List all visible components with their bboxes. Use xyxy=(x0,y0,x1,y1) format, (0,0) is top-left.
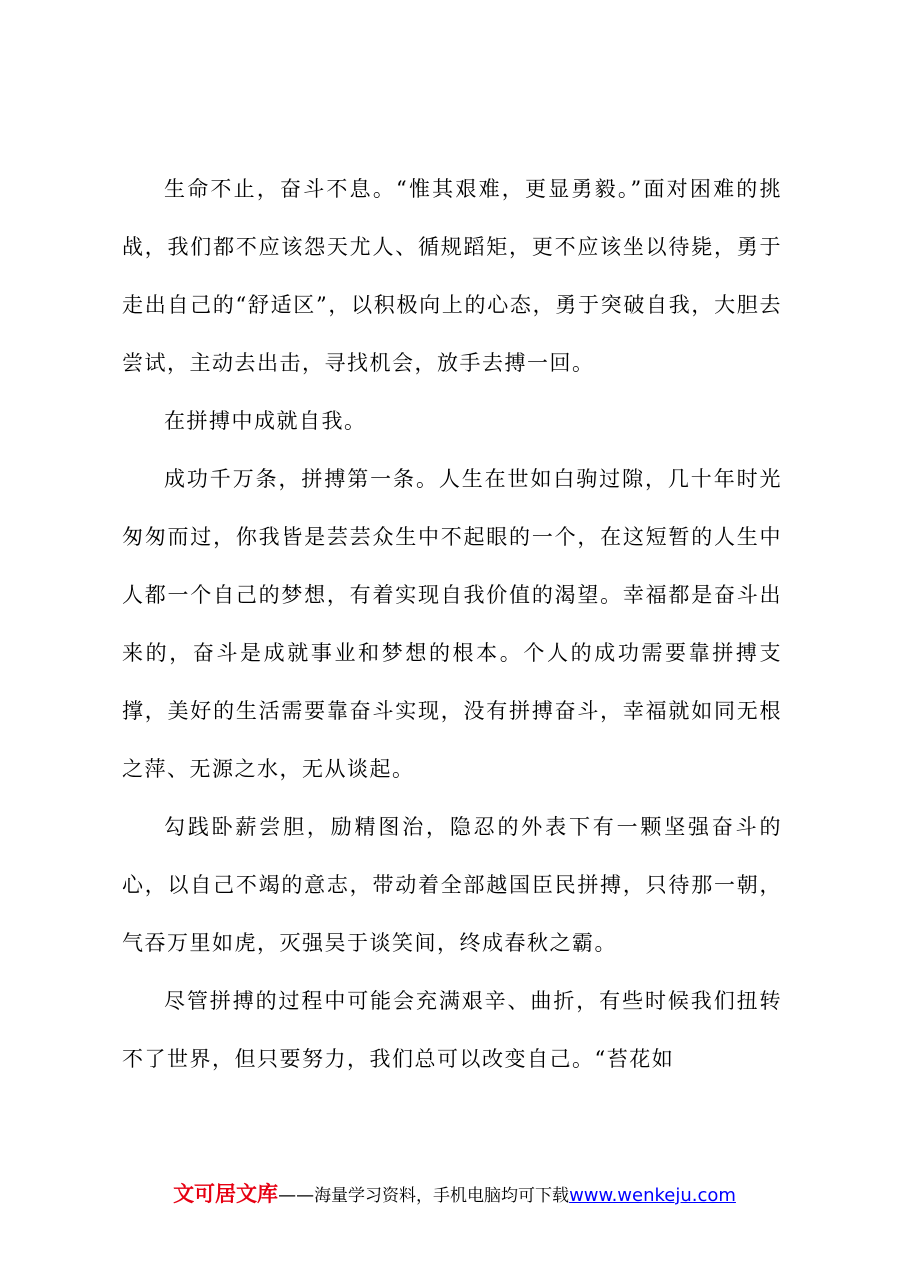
footer-banner xyxy=(0,1178,909,1208)
paragraph-1: 生命不止，奋斗不息。“惟其艰难，更显勇毅。”面对困难的挑战，我们都不应该怨天尤人、循规蹈矩，更不应该坐以待毙，勇于走出自己的“舒适区”，以积极向上的心态，勇于突破自我，大胆去尝试，主动去出击，寻找机会，放手去搏一回。 xyxy=(122,177,782,375)
footer-website-link[interactable]: www.wenkeju.com xyxy=(569,1185,736,1206)
footer-tagline: 海量学习资料，手机电脑均可下载 xyxy=(314,1186,570,1206)
footer-dash: —— xyxy=(278,1185,315,1206)
document-body xyxy=(122,160,782,1088)
footer-brand: 文可居文库 xyxy=(173,1182,279,1206)
paragraph-5: 尽管拼搏的过程中可能会充满艰辛、曲折，有些时候我们扭转不了世界，但只要努力，我们总可以改变自己。“苔花如 xyxy=(122,989,782,1071)
paragraph-3: 成功千万条，拼搏第一条。人生在世如白驹过隙，几十年时光匆匆而过，你我皆是芸芸众生中不起眼的一个，在这短暂的人生中人都一个自己的梦想，有着实现自我价值的渴望。幸福都是奋斗出来的，奋斗是成就事业和梦想的根本。个人的成功需要靠拼搏支撑，美好的生活需要靠奋斗实现，没有拼搏奋斗，幸福就如同无根之萍、无源之水，无从谈起。 xyxy=(122,467,782,781)
paragraph-4: 勾践卧薪尝胆，励精图治，隐忍的外表下有一颗坚强奋斗的心，以自己不竭的意志，带动着全部越国臣民拼搏，只待那一朝，气吞万里如虎，灭强吴于谈笑间，终成春秋之霸。 xyxy=(122,815,782,955)
paragraph-2: 在拼搏中成就自我。 xyxy=(164,409,367,433)
